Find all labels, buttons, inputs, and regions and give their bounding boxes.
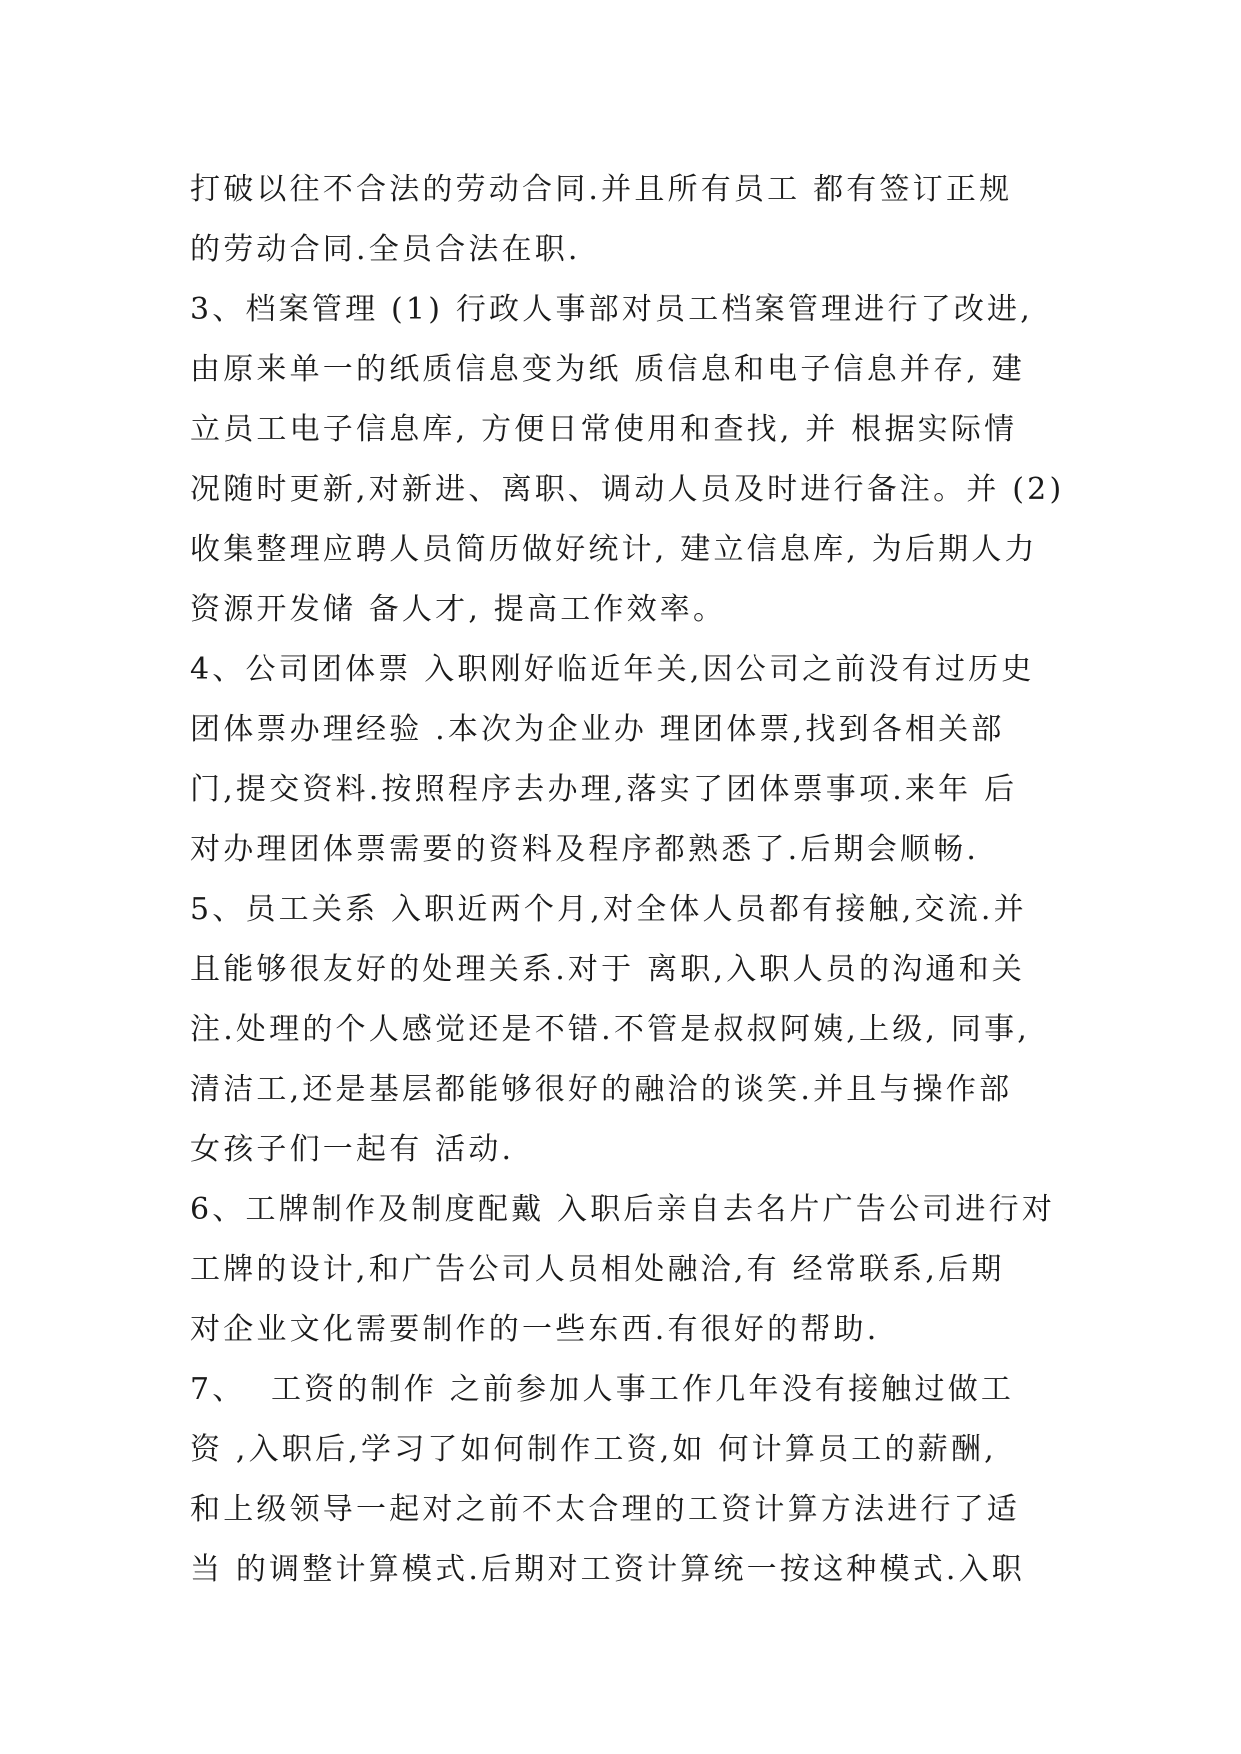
text-line: 5、员工关系 入职近两个月,对全体人员都有接触,交流.并: [190, 892, 1027, 927]
text-line: 门,提交资料.按照程序去办理,落实了团体票事项.来年 后: [190, 772, 1018, 807]
text-line: 当 的调整计算模式.后期对工资计算统一按这种模式.入职: [190, 1552, 1026, 1587]
body-text: [190, 160, 1070, 1600]
text-line: 注.处理的个人感觉还是不错.不管是叔叔阿姨,上级, 同事,: [190, 1012, 1031, 1047]
text-line: 资 ,入职后,学习了如何制作工资,如 何计算员工的薪酬,: [190, 1432, 997, 1467]
text-line: 资源开发储 备人才, 提高工作效率。: [190, 592, 727, 627]
text-line: 女孩子们一起有 活动.: [190, 1132, 515, 1167]
text-line: 对办理团体票需要的资料及程序都熟悉了.后期会顺畅.: [190, 832, 980, 867]
text-line: 工牌的设计,和广告公司人员相处融洽,有 经常联系,后期: [190, 1252, 1005, 1287]
text-line: 且能够很友好的处理关系.对于 离职,入职人员的沟通和关: [190, 952, 1026, 987]
text-line: 4、公司团体票 入职刚好临近年关,因公司之前没有过历史: [190, 652, 1035, 687]
text-line: 打破以往不合法的劳动合同.并且所有员工 都有签订正规: [190, 172, 1013, 207]
text-line: 况随时更新,对新进、离职、调动人员及时进行备注。并 (2): [190, 472, 1065, 507]
text-line: 立员工电子信息库, 方便日常使用和查找, 并 根据实际情: [190, 412, 1018, 447]
text-line: 团体票办理经验 .本次为企业办 理团体票,找到各相关部: [190, 712, 1005, 747]
text-line: 清洁工,还是基层都能够很好的融洽的谈笑.并且与操作部: [190, 1072, 1013, 1107]
text-line: 收集整理应聘人员简历做好统计, 建立信息库, 为后期人力: [190, 532, 1038, 567]
text-line: 3、档案管理 (1) 行政人事部对员工档案管理进行了改进,: [190, 292, 1033, 327]
text-line: 由原来单一的纸质信息变为纸 质信息和电子信息并存, 建: [190, 352, 1026, 387]
text-line: 6、工牌制作及制度配戴 入职后亲自去名片广告公司进行对: [190, 1192, 1056, 1227]
text-line: 7、 工资的制作 之前参加人事工作几年没有接触过做工: [190, 1372, 1015, 1407]
text-line: 的劳动合同.全员合法在职.: [190, 232, 581, 267]
text-line: 对企业文化需要制作的一些东西.有很好的帮助.: [190, 1312, 880, 1347]
text-line: 和上级领导一起对之前不太合理的工资计算方法进行了适: [190, 1492, 1020, 1527]
